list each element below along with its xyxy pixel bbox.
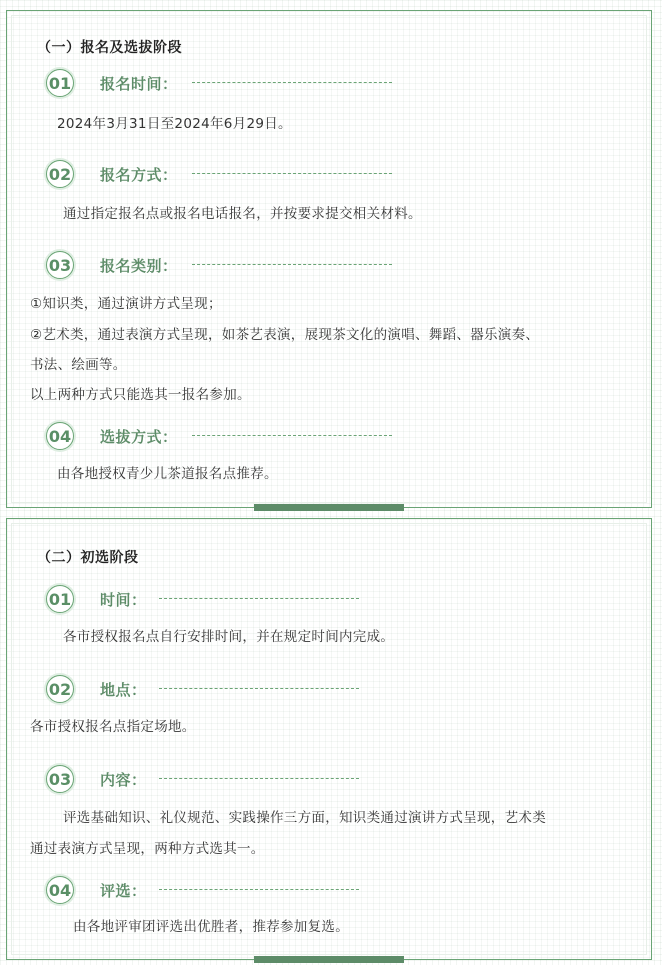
dashed-divider bbox=[159, 889, 359, 890]
step-text: ①知识类，通过演讲方式呈现； bbox=[30, 296, 222, 312]
section-footer-bar bbox=[254, 956, 404, 963]
step-label: 报名类别： bbox=[100, 257, 178, 275]
step-text: ②艺术类，通过表演方式呈现，如茶艺表演，展现茶文化的演唱、舞蹈、器乐演奏、 bbox=[30, 327, 540, 343]
dashed-divider bbox=[159, 598, 359, 599]
step-text: 书法、绘画等。 bbox=[30, 357, 127, 373]
dashed-divider bbox=[192, 264, 392, 265]
dashed-divider bbox=[192, 435, 392, 436]
step-label: 选拔方式： bbox=[100, 428, 178, 446]
dashed-divider bbox=[159, 688, 359, 689]
step-text: 评选基础知识、礼仪规范、实践操作三方面，知识类通过演讲方式呈现，艺术类 bbox=[63, 810, 546, 826]
step-label: 内容： bbox=[100, 771, 147, 789]
step-text: 由各地评审团评选出优胜者，推荐参加复选。 bbox=[73, 919, 349, 935]
step-label: 地点： bbox=[100, 681, 147, 699]
step-text: 通过指定报名点或报名电话报名，并按要求提交相关材料。 bbox=[63, 206, 422, 222]
step-number-badge: 02 bbox=[46, 675, 74, 703]
step-text: 各市授权报名点自行安排时间，并在规定时间内完成。 bbox=[63, 629, 395, 645]
step-label: 时间： bbox=[100, 591, 147, 609]
step-number-badge: 02 bbox=[46, 160, 74, 188]
step-number-badge: 04 bbox=[46, 876, 74, 904]
section-preliminary bbox=[6, 518, 652, 960]
step-text: 2024年3月31日至2024年6月29日。 bbox=[57, 116, 292, 132]
step-text: 通过表演方式呈现，两种方式选其一。 bbox=[30, 841, 265, 857]
section-footer-bar bbox=[254, 504, 404, 511]
step-number-badge: 03 bbox=[46, 765, 74, 793]
step-number-badge: 01 bbox=[46, 585, 74, 613]
step-text: 各市授权报名点指定场地。 bbox=[30, 719, 196, 735]
section-title: （二）初选阶段 bbox=[37, 550, 139, 566]
dashed-divider bbox=[192, 173, 392, 174]
step-number-badge: 03 bbox=[46, 251, 74, 279]
step-label: 报名方式： bbox=[100, 166, 178, 184]
step-label: 报名时间： bbox=[100, 75, 178, 93]
dashed-divider bbox=[192, 82, 392, 83]
step-text: 由各地授权青少儿茶道报名点推荐。 bbox=[57, 466, 278, 482]
step-number-badge: 04 bbox=[46, 422, 74, 450]
dashed-divider bbox=[159, 778, 359, 779]
section-registration-selection bbox=[6, 10, 652, 508]
section-title: （一）报名及选拔阶段 bbox=[37, 40, 182, 56]
step-text: 以上两种方式只能选其一报名参加。 bbox=[30, 387, 251, 403]
step-number-badge: 01 bbox=[46, 69, 74, 97]
step-label: 评选： bbox=[100, 882, 147, 900]
